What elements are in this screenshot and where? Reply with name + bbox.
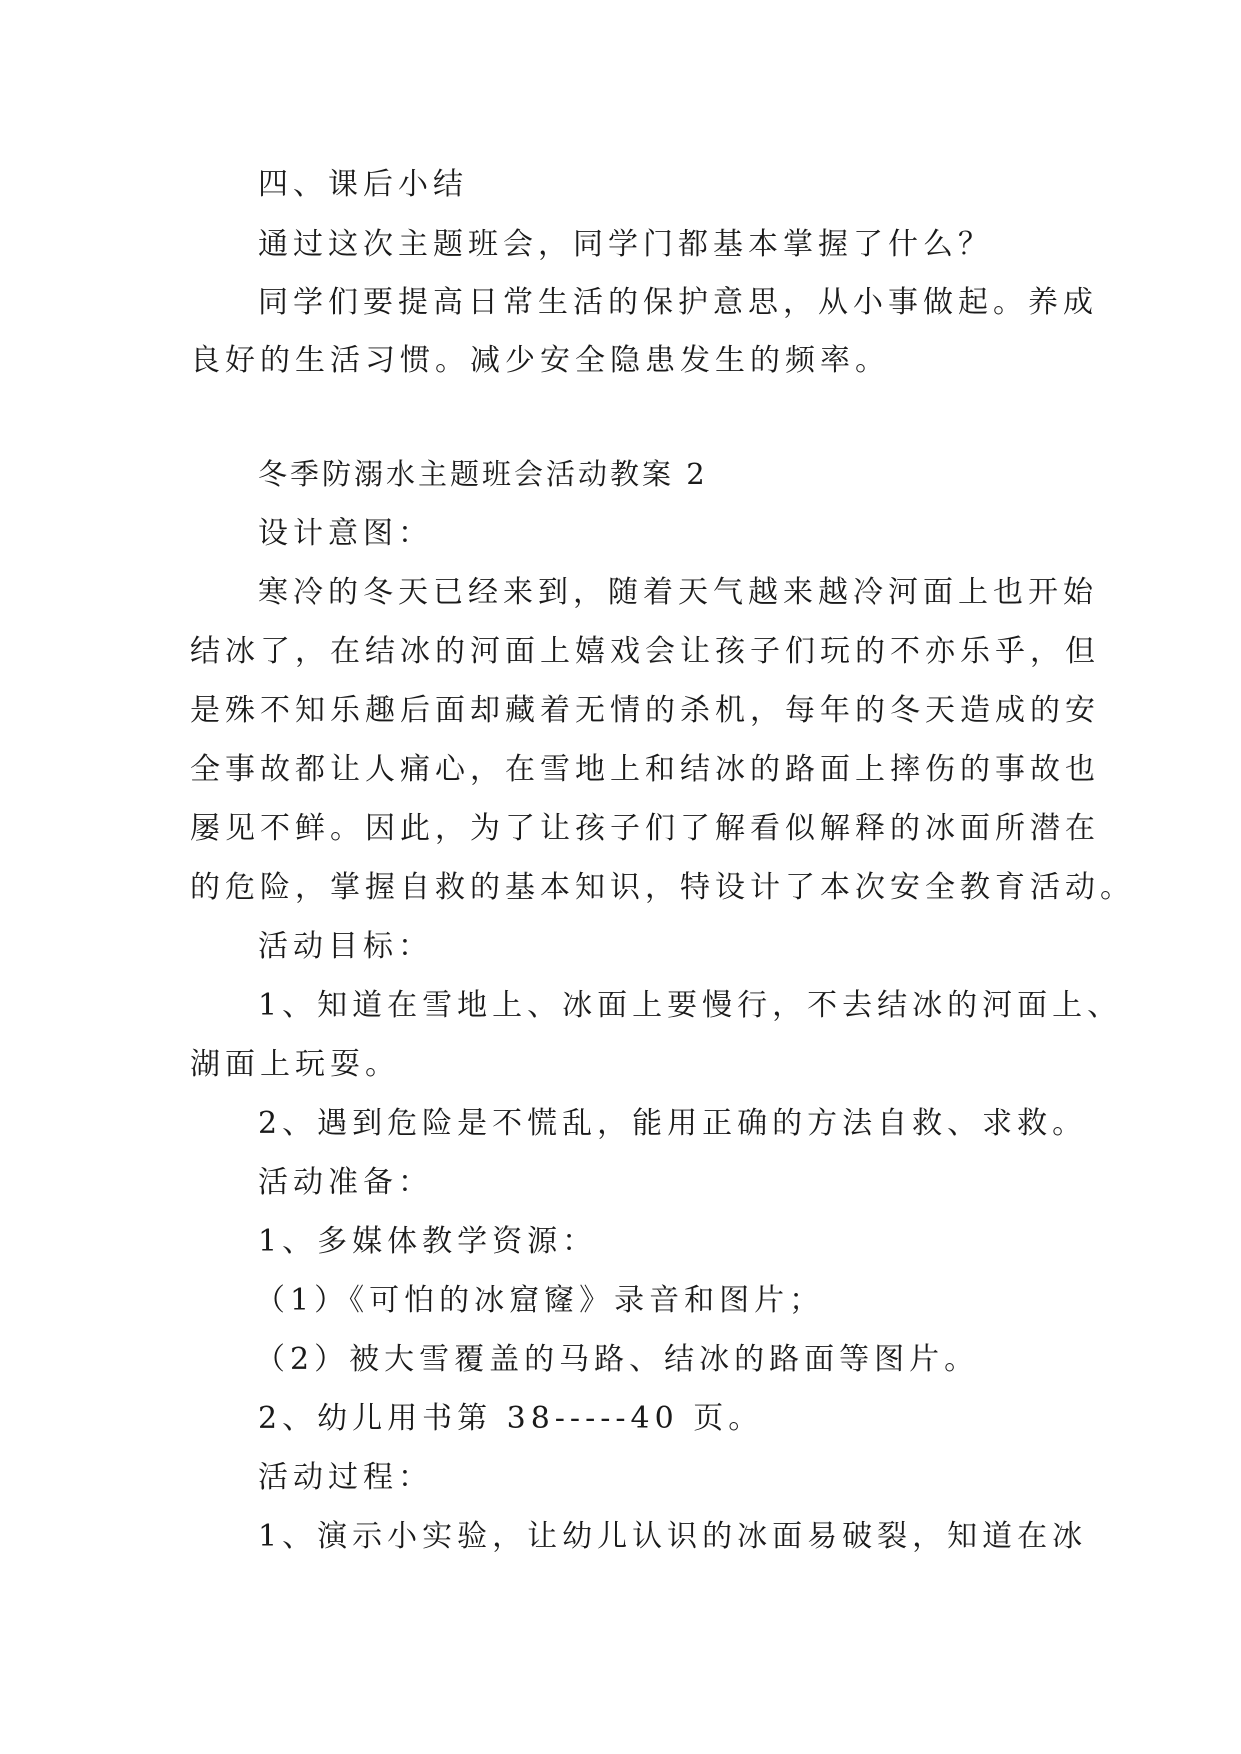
list-item: （2）被大雪覆盖的马路、结冰的路面等图片。 [255, 1342, 980, 1377]
paragraph-line: 结冰了，在结冰的河面上嬉戏会让孩子们玩的不亦乐乎，但 [190, 634, 1100, 669]
list-item: 2、遇到危险是不慌乱，能用正确的方法自救、求救。 [258, 1106, 1088, 1141]
subsection-label: 活动准备： [258, 1165, 433, 1200]
paragraph-line: 的危险，掌握自救的基本知识，特设计了本次安全教育活动。 [190, 870, 1135, 905]
paragraph-line: 全事故都让人痛心，在雪地上和结冰的路面上摔伤的事故也 [190, 752, 1100, 787]
section-heading: 四、课后小结 [258, 167, 468, 202]
paragraph-line: 寒冷的冬天已经来到，随着天气越来越冷河面上也开始 [258, 575, 1098, 610]
list-item: 1、演示小实验，让幼儿认识的冰面易破裂，知道在冰 [258, 1519, 1088, 1554]
list-item: 2、幼儿用书第 38-----40 页。 [258, 1401, 764, 1436]
paragraph-line: 良好的生活习惯。减少安全隐患发生的频率。 [190, 343, 890, 378]
plan-title: 冬季防溺水主题班会活动教案 2 [258, 457, 708, 491]
paragraph-line: 是殊不知乐趣后面却藏着无情的杀机，每年的冬天造成的安 [190, 693, 1100, 728]
list-item: （1）《可怕的冰窟窿》录音和图片； [255, 1283, 825, 1318]
subsection-label: 设计意图： [258, 516, 433, 551]
subsection-label: 活动过程： [258, 1460, 433, 1495]
list-item: 1、多媒体教学资源： [258, 1224, 598, 1259]
paragraph-line: 屡见不鲜。因此，为了让孩子们了解看似解释的冰面所潜在 [190, 811, 1100, 846]
subsection-label: 活动目标： [258, 929, 433, 964]
paragraph-line: 通过这次主题班会，同学门都基本掌握了什么？ [258, 227, 993, 262]
paragraph-line: 同学们要提高日常生活的保护意思，从小事做起。养成 [258, 285, 1098, 320]
list-item: 1、知道在雪地上、冰面上要慢行，不去结冰的河面上、 [258, 988, 1123, 1023]
paragraph-line: 湖面上玩耍。 [190, 1047, 400, 1082]
